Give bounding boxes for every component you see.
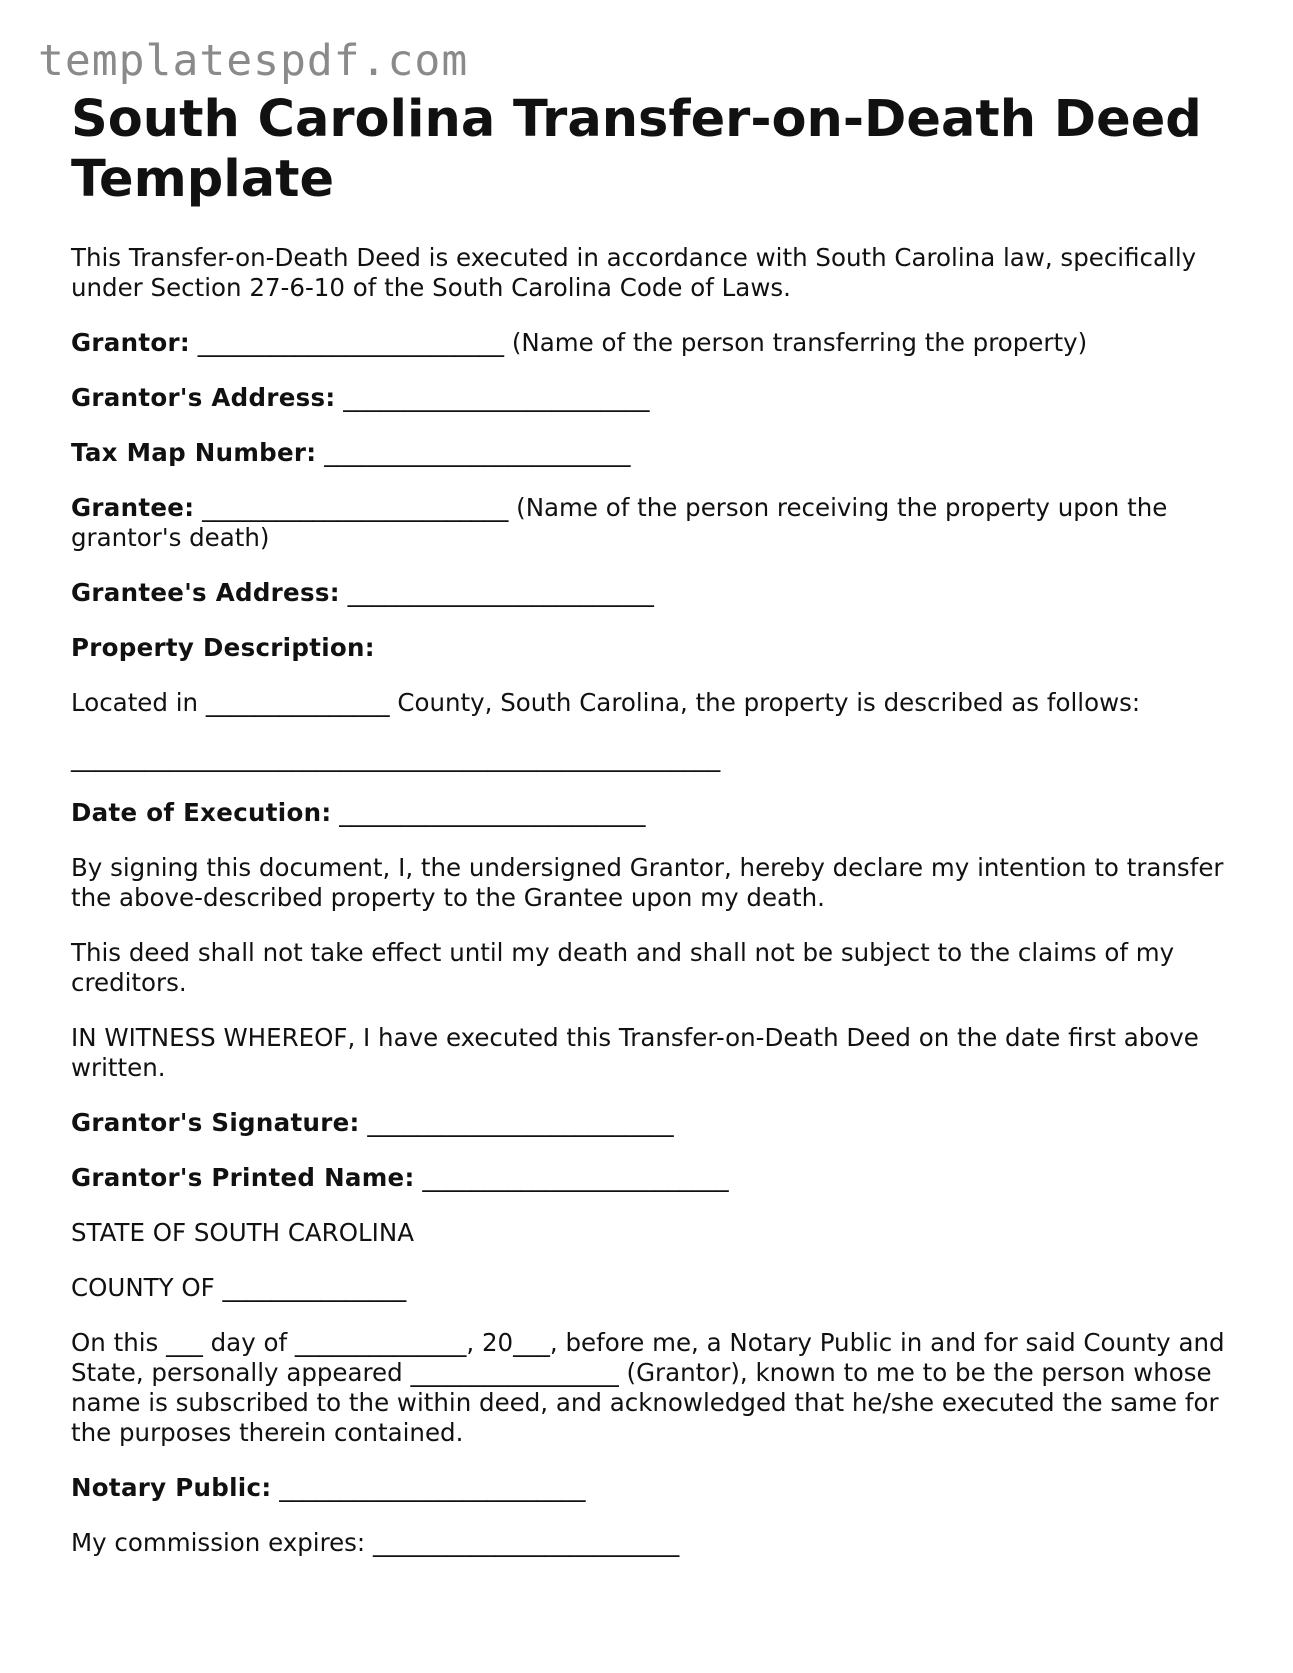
date-of-execution-field — [71, 798, 1231, 828]
watermark-logo: templatespdf.com — [38, 36, 469, 86]
tax-map-label: Tax Map Number: — [71, 438, 317, 467]
grantor-printed-name-field — [71, 1163, 1231, 1193]
grantor-address-label: Grantor's Address: — [71, 383, 336, 412]
grantor-printed-name-blank[interactable]: _________________________ — [414, 1163, 729, 1192]
intro-paragraph: This Transfer-on-Death Deed is executed in accordance with South Carolina law, specifically under Section 27-6-10 of the South Carolina Code of Laws. — [71, 243, 1197, 302]
date-of-execution-blank[interactable]: _________________________ — [331, 798, 646, 827]
tax-map-blank[interactable]: _________________________ — [316, 438, 631, 467]
property-description-label: Property Description: — [71, 633, 375, 662]
grantor-address-blank[interactable]: _________________________ — [335, 383, 650, 412]
tax-map-field — [71, 438, 1231, 468]
grantee-address-label: Grantee's Address: — [71, 578, 340, 607]
grantor-signature-blank[interactable]: _________________________ — [359, 1108, 674, 1137]
located-in-line: Located in _______________ County, South Carolina, the property is described as follows: — [71, 688, 1141, 717]
grantee-address-field — [71, 578, 1231, 608]
grantee-field — [71, 493, 1231, 553]
witness-paragraph: IN WITNESS WHEREOF, I have executed this Transfer-on-Death Deed on the date first above written. — [71, 1023, 1199, 1082]
commission-expires-line[interactable]: My commission expires: _________________________ — [71, 1528, 680, 1557]
grantee-address-blank[interactable]: _________________________ — [339, 578, 654, 607]
notary-public-blank[interactable]: _________________________ — [271, 1473, 586, 1502]
property-description-heading — [71, 633, 1231, 663]
document-body — [71, 90, 1231, 1583]
page-title: South Carolina Transfer-on-Death Deed Template — [71, 90, 1202, 209]
grantee-blank[interactable]: _________________________ (Name of the person receiving the property upon the grantor's death) — [71, 493, 1168, 552]
grantor-printed-name-label: Grantor's Printed Name: — [71, 1163, 415, 1192]
grantor-label: Grantor: — [71, 328, 190, 357]
grantee-label: Grantee: — [71, 493, 195, 522]
notary-public-label: Notary Public: — [71, 1473, 272, 1502]
grantor-blank[interactable]: _________________________ (Name of the person transferring the property) — [190, 328, 1088, 357]
grantor-signature-label: Grantor's Signature: — [71, 1108, 360, 1137]
state-line: STATE OF SOUTH CAROLINA — [71, 1218, 414, 1247]
acknowledgment-paragraph: On this ___ day of ______________, 20___, before me, a Notary Public in and for said County and State, personally appeared _________________ (Grantor), known to me to be the person whose name is subscribed to the within deed, and acknowledged that he/she executed the same for the purposes therein contained. — [71, 1328, 1225, 1447]
date-of-execution-label: Date of Execution: — [71, 798, 332, 827]
property-description-blank[interactable]: _____________________________________________________ — [71, 743, 721, 772]
declaration-paragraph: By signing this document, I, the undersigned Grantor, hereby declare my intention to transfer the above-described property to the Grantee upon my death. — [71, 853, 1224, 912]
effect-paragraph: This deed shall not take effect until my death and shall not be subject to the claims of my creditors. — [71, 938, 1175, 997]
notary-public-field — [71, 1473, 1231, 1503]
grantor-signature-field — [71, 1108, 1231, 1138]
county-line[interactable]: COUNTY OF _______________ — [71, 1273, 407, 1302]
grantor-address-field — [71, 383, 1231, 413]
grantor-field — [71, 328, 1231, 358]
